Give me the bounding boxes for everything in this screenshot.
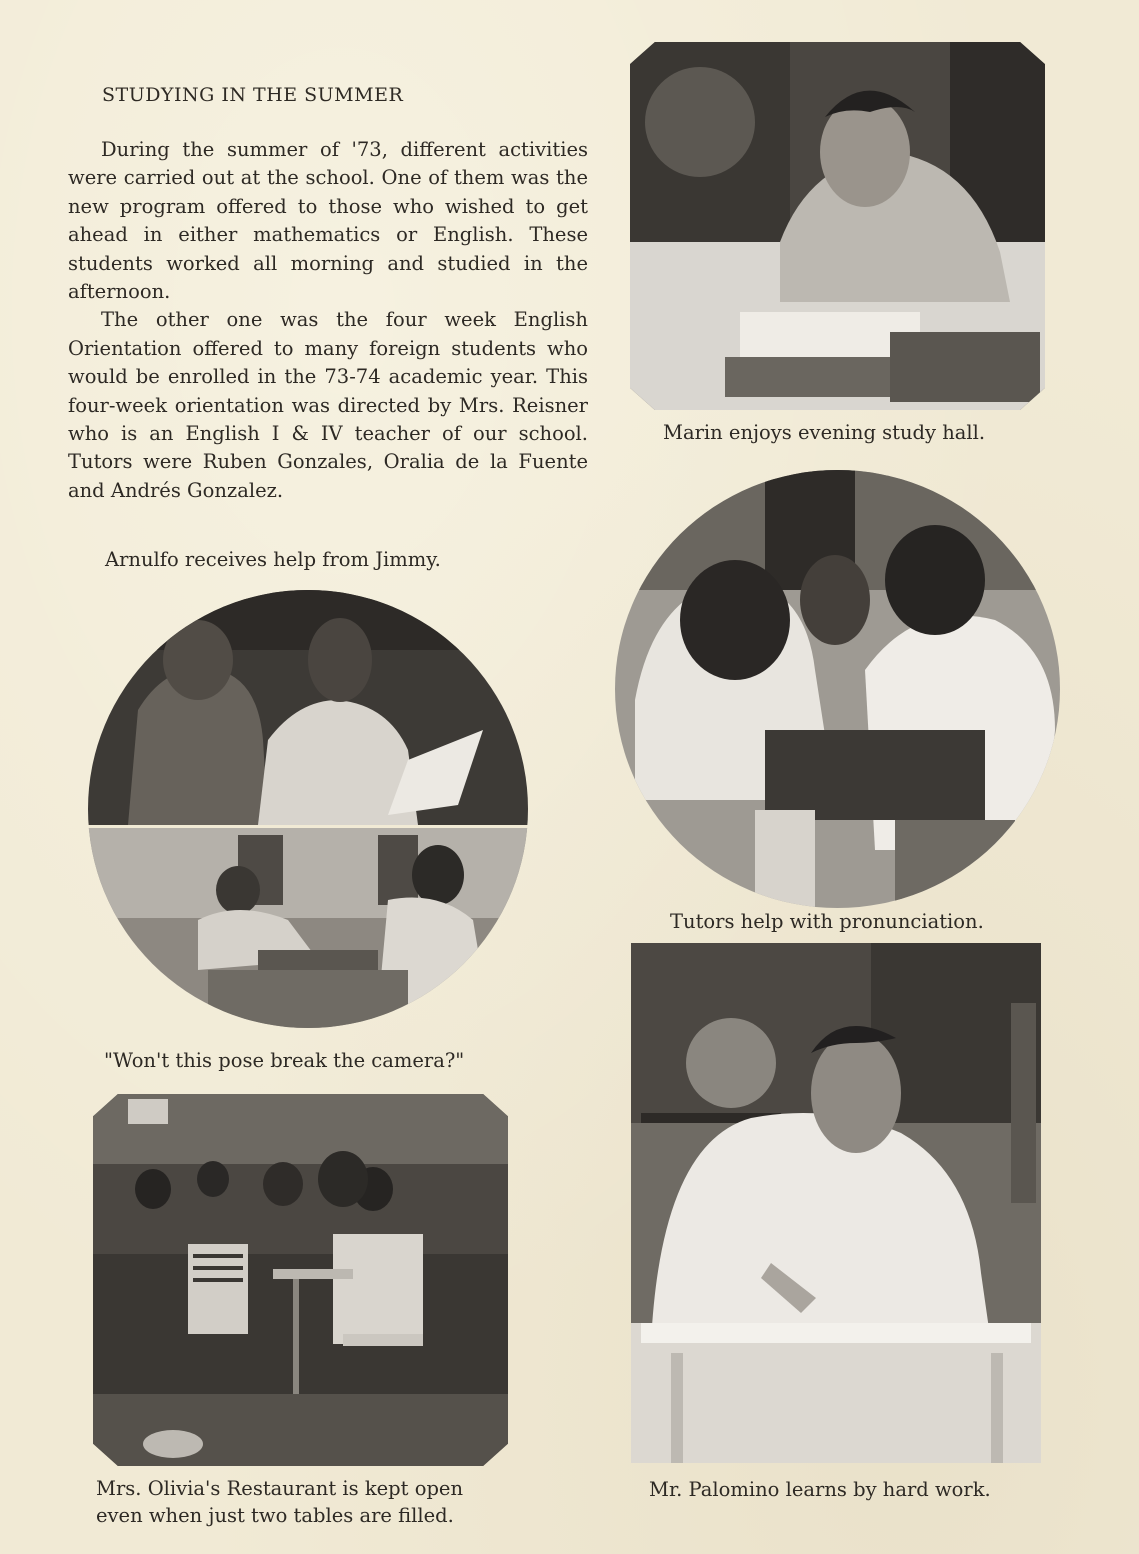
photo-tutors-pronunciation xyxy=(615,470,1060,908)
article-body xyxy=(68,136,588,505)
photo-arnulfo-jimmy xyxy=(88,590,528,1028)
caption-tutors: Tutors help with pronunciation. xyxy=(670,910,984,933)
caption-arnulfo: Arnulfo receives help from Jimmy. xyxy=(105,548,441,571)
article-paragraph-2: The other one was the four week English Orientation offered to many foreign students who would be enrolled in the 73-74 academic year. This four-week orientation was directed by Mrs. Reisner who is an English I & IV teacher of our school. Tutors were Ruben Gonzales, Oralia de la Fuente and Andrés Gonzalez. xyxy=(68,308,588,502)
photo-palomino xyxy=(631,943,1041,1463)
caption-pose: "Won't this pose break the camera?" xyxy=(104,1049,465,1072)
caption-olivia-line-1: Mrs. Olivia's Restaurant is kept open xyxy=(96,1477,464,1500)
caption-olivia-line-2: even when just two tables are filled. xyxy=(96,1504,454,1527)
article-paragraph-1: During the summer of '73, different activities were carried out at the school. One of them was the new program offered to those who wished to get ahead in either mathematics or English. These students worked all morning and studied in the afternoon. xyxy=(68,138,588,304)
photo-marin-study-hall xyxy=(630,42,1045,410)
caption-marin: Marin enjoys evening study hall. xyxy=(663,421,986,444)
caption-palomino: Mr. Palomino learns by hard work. xyxy=(649,1478,991,1501)
article-title: STUDYING IN THE SUMMER xyxy=(102,84,404,106)
photo-olivia-restaurant xyxy=(93,1094,508,1466)
